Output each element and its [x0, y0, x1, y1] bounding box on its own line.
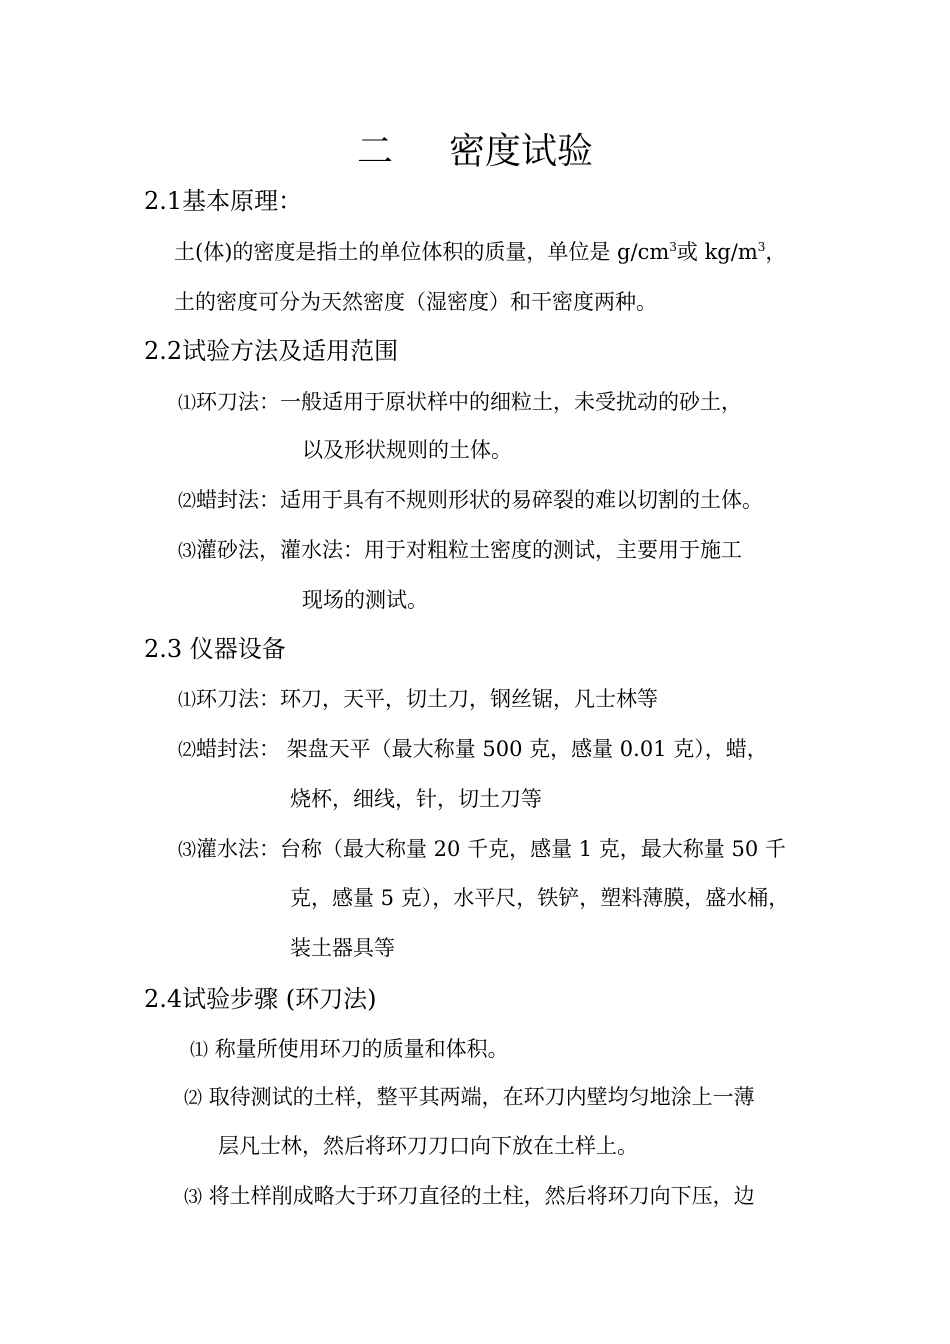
- list-item-continuation: 装土器具等: [290, 936, 395, 960]
- list-marker: ⑴: [190, 1040, 208, 1061]
- list-item-continuation: 现场的测试。: [302, 588, 428, 612]
- text-span: 环刀法：环刀，天平，切土刀，钢丝锯，凡士林等: [196, 687, 658, 711]
- section-heading-2-3: 2.3 仪器设备: [144, 635, 286, 663]
- list-item: [184, 1083, 755, 1113]
- paragraph-line: [174, 238, 786, 266]
- page-title: [0, 130, 950, 174]
- list-item-continuation: 层凡士林，然后将环刀刀口向下放在土样上。: [218, 1134, 638, 1158]
- list-item: [178, 735, 768, 765]
- list-marker: ⑵: [178, 491, 196, 512]
- list-item: [178, 388, 742, 418]
- list-item: [178, 486, 763, 516]
- text-span: 蜡封法： 架盘天平（最大称量 500 克，感量 0.01 克），蜡，: [196, 737, 768, 761]
- superscript: 3: [669, 240, 677, 254]
- text-span: 灌水法：台称（最大称量 20 千克，感量 1 克，最大称量 50 千: [196, 837, 786, 861]
- list-marker: ⑴: [178, 393, 196, 414]
- section-heading-2-2: 2.2试验方法及适用范围: [144, 337, 399, 365]
- text-span: 灌砂法，灌水法：用于对粗粒土密度的测试，主要用于施工: [196, 538, 742, 562]
- title-number: 二: [356, 131, 393, 172]
- text-span: 称量所使用环刀的质量和体积。: [214, 1037, 509, 1061]
- text-span: ，: [765, 240, 787, 264]
- list-item-continuation: 克，感量 5 克），水平尺，铁铲，塑料薄膜，盛水桶，: [290, 886, 790, 910]
- text-span: 或 kg/m: [676, 240, 758, 264]
- list-item: [184, 1182, 755, 1212]
- text-span: 土(体)的密度是指土的单位体积的质量，单位是 g/cm: [174, 240, 670, 264]
- paragraph-line: 土的密度可分为天然密度（湿密度）和干密度两种。: [174, 290, 657, 314]
- list-marker: ⑶: [178, 840, 196, 861]
- title-text: 密度试验: [449, 131, 594, 172]
- text-span: 取待测试的土样，整平其两端，在环刀内壁均匀地涂上一薄: [208, 1085, 755, 1109]
- list-item: [178, 835, 786, 865]
- list-item: [178, 685, 658, 715]
- text-span: 环刀法：一般适用于原状样中的细粒土，未受扰动的砂土，: [196, 390, 742, 414]
- list-marker: ⑴: [178, 690, 196, 711]
- list-item-continuation: 以及形状规则的土体。: [302, 438, 512, 462]
- list-marker: ⑵: [178, 740, 196, 761]
- list-marker: ⑵: [184, 1088, 202, 1109]
- list-item: [178, 536, 742, 566]
- list-item-continuation: 烧杯，细线，针，切土刀等: [290, 787, 542, 811]
- list-marker: ⑶: [178, 541, 196, 562]
- list-marker: ⑶: [184, 1187, 202, 1208]
- superscript: 3: [757, 240, 766, 254]
- text-span: 蜡封法：适用于具有不规则形状的易碎裂的难以切割的土体。: [196, 488, 763, 512]
- text-span: 将土样削成略大于环刀直径的土柱，然后将环刀向下压，边: [208, 1184, 755, 1208]
- section-heading-2-1: 2.1基本原理：: [144, 187, 303, 215]
- section-heading-2-4: 2.4试验步骤 (环刀法): [144, 985, 377, 1013]
- list-item: [190, 1035, 509, 1065]
